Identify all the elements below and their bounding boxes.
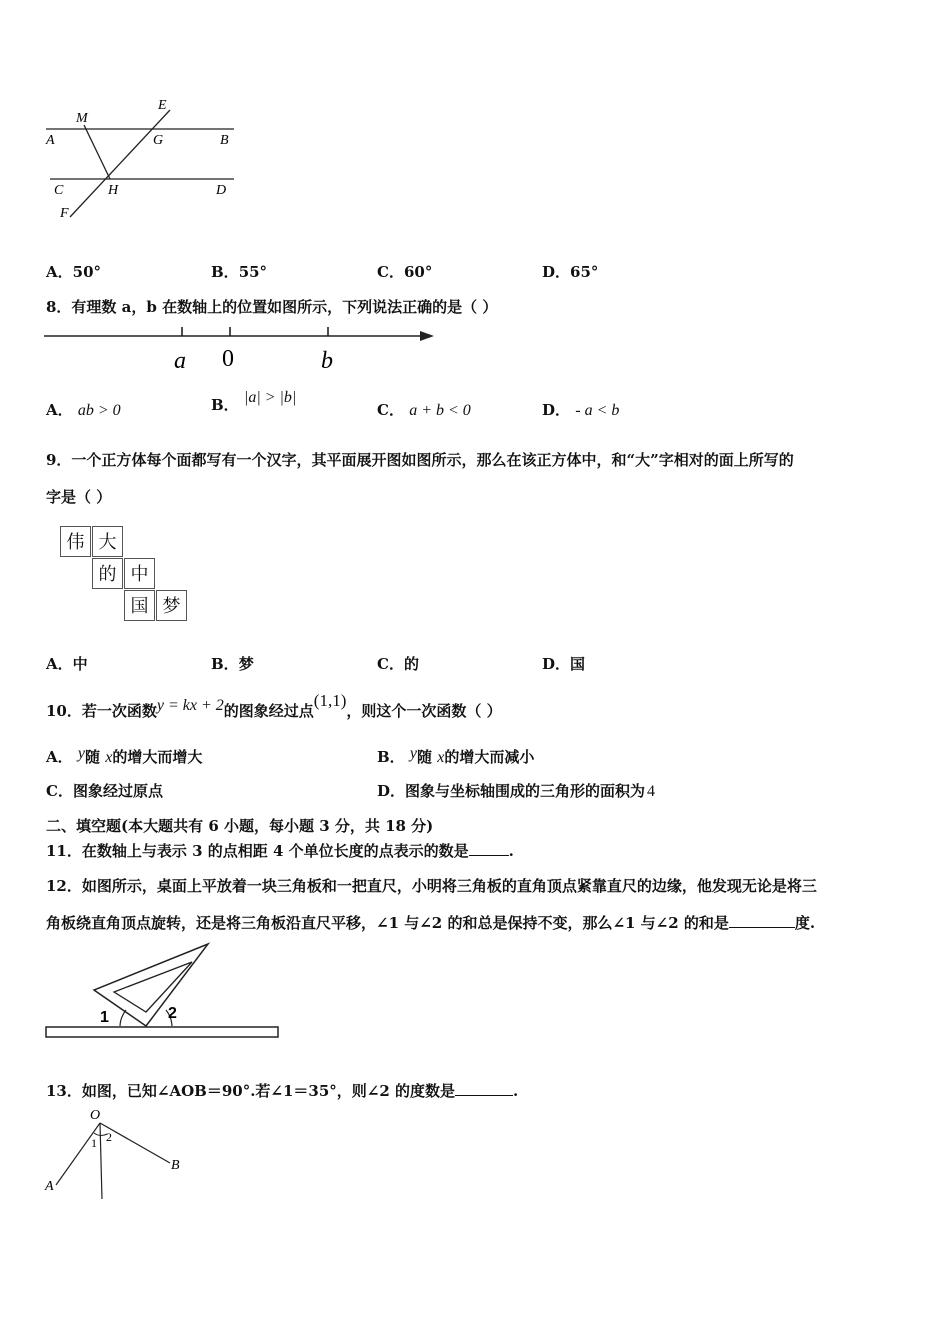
label-b: B (171, 1158, 180, 1173)
parallel-lines-figure (40, 95, 250, 225)
q9-stem-line1: 9．一个正方体每个面都写有一个汉字，其平面展开图如图所示，那么在该正方体中，和“大”字相对的面上所写的 (46, 451, 794, 469)
q13-stem: 13．如图，已知∠AOB＝90°.若∠1＝35°，则∠2 的度数是 . (46, 1082, 519, 1100)
angle-1-label: 1 (100, 1009, 109, 1026)
q7-option-c[interactable]: C．60° (377, 263, 433, 281)
triangle-outer (94, 944, 208, 1026)
label-g: G (153, 133, 164, 148)
q8-option-b[interactable]: B． |a| > |b| (211, 389, 297, 414)
net-cell-1: 伟 (60, 526, 91, 557)
axis-label-a: a (174, 348, 186, 374)
q10-option-c[interactable]: C．图象经过原点 (46, 782, 163, 800)
q9-option-a[interactable]: A．中 (46, 655, 88, 673)
label-e: E (158, 98, 167, 113)
q9-option-b[interactable]: B．梦 (211, 655, 254, 673)
net-cell-3: 的 (92, 558, 123, 589)
axis-label-zero: 0 (222, 346, 234, 372)
q10-option-b[interactable]: B． y随 x的增大而减小 (377, 745, 535, 766)
line-mh (84, 125, 110, 179)
net-cell-4: 中 (124, 558, 155, 589)
axis-label-b: b (321, 348, 333, 374)
number-line-figure (40, 322, 440, 377)
triangle-ruler-figure (40, 940, 290, 1045)
label-a: A (45, 1179, 54, 1194)
q12-line2: 角板绕直角顶点旋转，还是将三角板沿直尺平移，∠1 与∠2 的和总是保持不变，那么∠1 与∠2 的和是 度. (46, 914, 816, 932)
net-cell-2: 大 (92, 526, 123, 557)
q7-option-b[interactable]: B．55° (211, 263, 268, 281)
angle-2-label: 2 (106, 1130, 112, 1144)
label-m: M (76, 111, 88, 126)
q11-answer-blank[interactable] (469, 841, 509, 856)
q7-option-d[interactable]: D．65° (542, 263, 599, 281)
label-d: D (216, 183, 227, 198)
label-h: H (108, 183, 119, 198)
q8-option-d[interactable]: D． - a < b (542, 401, 620, 419)
q13-answer-blank[interactable] (455, 1081, 513, 1096)
label-a: A (46, 133, 55, 148)
q8-option-c[interactable]: C． a + b < 0 (377, 401, 471, 419)
net-cell-5: 国 (124, 590, 155, 621)
q10-option-a[interactable]: A． y随 x的增大而增大 (46, 745, 203, 766)
net-cell-6: 梦 (156, 590, 187, 621)
angle-1-label: 1 (91, 1136, 97, 1150)
section-heading-fill-in: 二、填空题(本大题共有 6 小题，每小题 3 分，共 18 分) (46, 817, 434, 835)
label-b: B (220, 133, 229, 148)
angle-2-label: 2 (168, 1005, 177, 1022)
label-f: F (60, 206, 69, 221)
ray-o-middle (100, 1123, 102, 1199)
q12-line1: 12．如图所示，桌面上平放着一块三角板和一把直尺，小明将三角板的直角顶点紧靠直尺的边缘，他发现无论是将三 (46, 877, 817, 895)
q11-stem: 11．在数轴上与表示 3 的点相距 4 个单位长度的点表示的数是 . (46, 842, 514, 860)
label-o: O (90, 1108, 101, 1123)
q8-stem: 8．有理数 a，b 在数轴上的位置如图所示，下列说法正确的是（ ） (46, 298, 498, 316)
q10-stem: 10．若一次函数y = kx + 2的图象经过点(1,1)，则这个一次函数（ ） (46, 691, 502, 720)
label-c: C (54, 183, 64, 198)
q7-option-a[interactable]: A．50° (46, 263, 102, 281)
angle-figure (40, 1105, 200, 1205)
q9-stem-line2: 字是（ ） (46, 488, 112, 506)
q9-option-d[interactable]: D．国 (542, 655, 586, 673)
q9-option-c[interactable]: C．的 (377, 655, 419, 673)
q8-option-a[interactable]: A． ab > 0 (46, 401, 121, 419)
arrow-head (420, 331, 434, 341)
ruler (46, 1027, 278, 1037)
ray-oa (56, 1123, 100, 1185)
triangle-inner (114, 962, 192, 1012)
q10-option-d[interactable]: D．图象与坐标轴围成的三角形的面积为 4 (377, 782, 656, 800)
q12-answer-blank[interactable] (729, 913, 795, 928)
cube-net (60, 526, 190, 622)
